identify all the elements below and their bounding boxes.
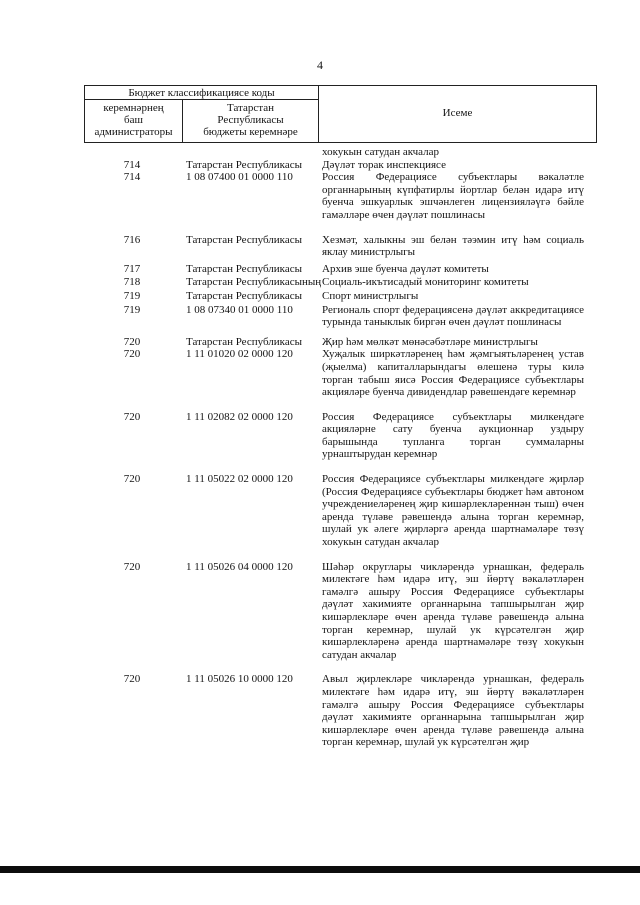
classification-code: 1 11 02082 02 0000 120 bbox=[186, 410, 293, 423]
admin-code: 720 bbox=[123, 473, 141, 486]
table-row bbox=[0, 171, 640, 221]
classification-code: Татарстан Республикасы bbox=[186, 158, 302, 171]
classification-code: Татарстан Республикасының bbox=[186, 276, 322, 289]
admin-code: 716 bbox=[123, 233, 141, 246]
item-name: Россия Федерациясе субъектлары милкендәге акцияләрне сату буенча аукционнар уздыру барышында тупланга торган суммаларны урнаштырудан керемнәр bbox=[322, 410, 584, 461]
item-name: Шәһәр округлары чикләрендә урнашкан, федераль милектәге һәм идарә итү, эш йөртү вәкаләтләрен гамәлгә ашыру Россия Федерациясе субъектлары дәүләт хакимияте органнарына тапшырылган җир кишәрлекләре өчен аренда түләве рәвешендә алына торган керемнәр, шулай ук күрсәтелгән җир кишәрлекләренә аренда шартнамәләре төзү хокукын сатудан акчалар bbox=[322, 560, 584, 661]
item-name: Җир һәм мөлкәт мөнәсәбәтләре министрлыгы bbox=[322, 335, 538, 348]
admin-code: 719 bbox=[123, 303, 141, 316]
admin-code: 719 bbox=[123, 289, 141, 302]
header-group-title: Бюджет классификациясе коды bbox=[128, 87, 275, 99]
classification-code: Татарстан Республикасы bbox=[186, 335, 302, 348]
admin-code: 718 bbox=[123, 276, 141, 289]
table-header bbox=[84, 85, 597, 143]
table-row bbox=[0, 411, 640, 461]
item-name: Россия Федерациясе субъектлары милкендәге җирләр (Россия Федерациясе субъектлары бюджет һәм автоном учреждениеләренең җир кишәрлекләреннән тыш) өчен аренда түләве рәвешендә алына торган керемнәр, шулай ук әлеге җирләргә аренда шартнамәләре төзү хокукын сатудан акчалар bbox=[322, 473, 584, 549]
admin-code: 720 bbox=[123, 673, 141, 686]
classification-code: 1 11 05022 02 0000 120 bbox=[186, 473, 293, 486]
table-row bbox=[0, 336, 640, 349]
classification-code: 1 11 05026 04 0000 120 bbox=[186, 560, 293, 573]
header-admin-column: керемнәрнең баш администраторы bbox=[94, 102, 173, 138]
admin-code: 714 bbox=[123, 158, 141, 171]
item-name: Социаль-икътисадый мониторинг комитеты bbox=[322, 276, 529, 289]
admin-code: 720 bbox=[123, 348, 141, 361]
item-name: Хезмәт, халыкны эш белән тәэмин итү һәм социаль яклау министрлыгы bbox=[322, 233, 584, 259]
page-number: 4 bbox=[317, 58, 323, 72]
header-divider bbox=[85, 99, 318, 100]
table-row bbox=[0, 561, 640, 662]
admin-code: 717 bbox=[123, 262, 141, 275]
header-code-column: Татарстан Республикасы бюджеты керемнәре bbox=[203, 102, 298, 138]
classification-code: Татарстан Республикасы bbox=[186, 289, 302, 302]
admin-code: 720 bbox=[123, 560, 141, 573]
header-name-column: Исеме bbox=[442, 107, 473, 119]
classification-code: 1 08 07340 01 0000 110 bbox=[186, 303, 293, 316]
table-row bbox=[0, 348, 640, 398]
classification-code: 1 11 05026 10 0000 120 bbox=[186, 673, 293, 686]
table-body bbox=[0, 146, 640, 749]
table-row bbox=[0, 673, 640, 749]
item-name: Хуҗалык ширкәтләренең һәм җәмгыятьләренең устав (җыелма) капиталларындагы өлешенә туры килә торган табыш яисә Россия Федерациясе субъектлары акцияләре буенча дивидендлар рәвешендәге керемнәр bbox=[322, 348, 584, 399]
classification-code: Татарстан Республикасы bbox=[186, 262, 302, 275]
table-row bbox=[0, 290, 640, 303]
classification-code: 1 11 01020 02 0000 120 bbox=[186, 348, 293, 361]
item-name: Авыл җирлекләре чикләрендә урнашкан, федераль милектәге һәм идарә итү, эш йөртү вәкаләтләрен гамәлгә ашыру Россия Федерациясе субъектлары дәүләт хакимияте органнарына тапшырылган җир кишәрлекләре өчен аренда түләве рәвешендә алына торган керемнәр, шулай ук күрсәтелгән җир bbox=[322, 673, 584, 749]
admin-code: 714 bbox=[123, 171, 141, 184]
table-row bbox=[0, 146, 640, 159]
table-row bbox=[0, 159, 640, 172]
item-name: Спорт министрлыгы bbox=[322, 289, 419, 302]
classification-code: Татарстан Республикасы bbox=[186, 233, 302, 246]
table-row bbox=[0, 234, 640, 259]
admin-code: 720 bbox=[123, 410, 141, 423]
item-name: хокукын сатудан акчалар bbox=[322, 146, 440, 158]
item-name: Региональ спорт федерациясенә дәүләт аккредитациясе турында таныклык биргән өчен дәүләт пошлинасы bbox=[322, 303, 584, 329]
table-row bbox=[0, 276, 640, 289]
table-row bbox=[0, 263, 640, 276]
table-row bbox=[0, 473, 640, 549]
item-name: Архив эше буенча дәүләт комитеты bbox=[322, 262, 489, 275]
table-row bbox=[0, 304, 640, 329]
admin-code: 720 bbox=[123, 335, 141, 348]
item-name: Дәүләт торак инспекциясе bbox=[322, 158, 446, 171]
classification-code: 1 08 07400 01 0000 110 bbox=[186, 171, 293, 184]
scan-bottom-edge bbox=[0, 866, 640, 873]
item-name: Россия Федерациясе субъектлары вәкаләтле органнарының күпфатирлы йортлар белән идарә итү буенча эшкуарлык эшчәнлеген лицензияләүгә бәйле гамәлләре өчен дәүләт пошлинасы bbox=[322, 171, 584, 221]
